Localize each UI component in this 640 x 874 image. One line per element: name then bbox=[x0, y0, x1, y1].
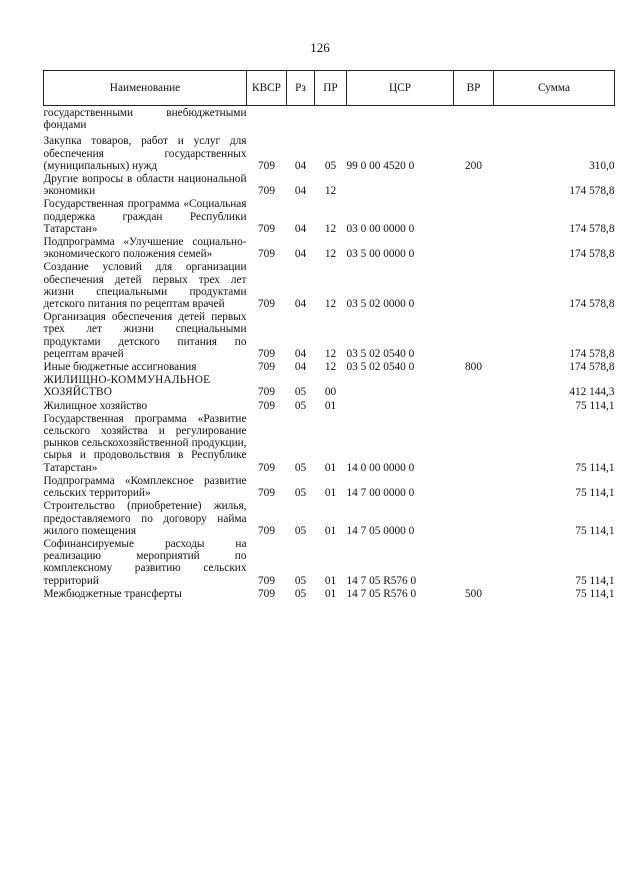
row-pr: 01 bbox=[324, 574, 337, 587]
row-name: Подпрограмма «Улучшение социально-экономического положения семей» bbox=[43, 236, 247, 261]
row-sum: 174 578,8 bbox=[569, 347, 615, 360]
table-row bbox=[44, 106, 615, 133]
row-rz: 05 bbox=[294, 574, 307, 587]
row-pr: 12 bbox=[324, 347, 337, 360]
row-vr bbox=[454, 173, 494, 198]
row-rz: 04 bbox=[294, 159, 307, 172]
row-csr: 03 5 00 0000 0 bbox=[346, 248, 415, 261]
table-row bbox=[44, 236, 615, 261]
row-kvsr: 709 bbox=[258, 574, 275, 587]
row-name: Жилищное хозяйство bbox=[43, 399, 148, 412]
row-pr: 01 bbox=[324, 487, 337, 500]
row-pr: 01 bbox=[324, 461, 337, 474]
row-sum: 75 114,1 bbox=[575, 461, 615, 474]
row-name: государственными внебюджетными фондами bbox=[43, 107, 247, 132]
row-vr bbox=[454, 106, 494, 133]
row-name: Государственная программа «Социальная поддержка граждан Республики Татарстан» bbox=[43, 198, 247, 235]
row-name: Иные бюджетные ассигнования bbox=[43, 361, 197, 374]
row-vr bbox=[454, 475, 494, 500]
row-vr bbox=[454, 538, 494, 588]
header-pr: ПР bbox=[315, 71, 347, 106]
row-name: Организация обеспечения детей первых трех лет жизни специальными продуктами детского питания по рецептам врачей bbox=[43, 311, 247, 360]
row-name: Межбюджетные трансферты bbox=[43, 587, 182, 600]
row-csr: 14 7 05 R576 0 bbox=[346, 587, 417, 600]
table-row bbox=[44, 311, 615, 361]
row-csr bbox=[347, 400, 454, 413]
row-csr: 14 7 05 R576 0 bbox=[346, 574, 417, 587]
row-pr: 01 bbox=[324, 524, 337, 537]
row-pr: 12 bbox=[324, 298, 337, 311]
row-rz: 04 bbox=[294, 185, 307, 198]
row-vr: 800 bbox=[465, 361, 482, 374]
row-sum: 75 114,1 bbox=[575, 587, 615, 600]
row-rz: 05 bbox=[294, 386, 307, 399]
row-csr: 14 7 05 0000 0 bbox=[346, 524, 415, 537]
row-rz: 04 bbox=[294, 222, 307, 235]
row-name: ЖИЛИЩНО-КОММУНАЛЬНОЕ ХОЗЯЙСТВО bbox=[43, 374, 211, 399]
row-csr: 03 5 02 0540 0 bbox=[346, 361, 415, 374]
row-vr bbox=[454, 236, 494, 261]
table-row bbox=[44, 132, 615, 173]
row-pr bbox=[315, 106, 347, 133]
row-kvsr: 709 bbox=[258, 487, 275, 500]
row-rz: 04 bbox=[294, 298, 307, 311]
row-sum: 174 578,8 bbox=[569, 298, 615, 311]
row-kvsr: 709 bbox=[258, 524, 275, 537]
row-name: Закупка товаров, работ и услуг для обеспечения государственных (муниципальных) нужд bbox=[43, 135, 247, 172]
row-pr: 05 bbox=[324, 159, 337, 172]
row-pr: 01 bbox=[324, 587, 337, 600]
row-sum: 75 114,1 bbox=[575, 487, 615, 500]
row-sum: 75 114,1 bbox=[575, 574, 615, 587]
row-csr: 03 0 00 0000 0 bbox=[346, 222, 415, 235]
row-pr: 12 bbox=[324, 185, 337, 198]
row-sum: 75 114,1 bbox=[575, 399, 615, 412]
row-rz: 05 bbox=[294, 587, 307, 600]
budget-table bbox=[43, 70, 615, 601]
row-kvsr: 709 bbox=[258, 587, 275, 600]
row-rz bbox=[287, 106, 315, 133]
row-rz: 04 bbox=[294, 361, 307, 374]
row-kvsr bbox=[247, 106, 287, 133]
row-sum bbox=[494, 106, 615, 133]
header-kvsr: КВСР bbox=[247, 71, 287, 106]
row-pr: 12 bbox=[324, 222, 337, 235]
row-csr bbox=[347, 374, 454, 399]
row-kvsr: 709 bbox=[258, 399, 275, 412]
row-kvsr: 709 bbox=[258, 386, 275, 399]
row-vr: 500 bbox=[465, 587, 482, 600]
row-kvsr: 709 bbox=[258, 222, 275, 235]
row-vr: 200 bbox=[465, 159, 482, 172]
row-vr bbox=[454, 198, 494, 236]
row-rz: 04 bbox=[294, 347, 307, 360]
row-csr bbox=[347, 173, 454, 198]
row-rz: 05 bbox=[294, 487, 307, 500]
row-csr: 03 5 02 0540 0 bbox=[346, 347, 415, 360]
table-row bbox=[44, 475, 615, 500]
header-csr: ЦСР bbox=[347, 71, 454, 106]
row-kvsr: 709 bbox=[258, 248, 275, 261]
row-vr bbox=[454, 500, 494, 538]
row-vr bbox=[454, 311, 494, 361]
row-sum: 174 578,8 bbox=[569, 222, 615, 235]
table-row bbox=[44, 400, 615, 413]
row-sum: 174 578,8 bbox=[569, 248, 615, 261]
table-row bbox=[44, 198, 615, 236]
table-row bbox=[44, 361, 615, 374]
row-name: Создание условий для организации обеспечения детей первых трех лет жизни специальными продуктами детского питания по рецептам врачей bbox=[43, 261, 247, 311]
row-name: Другие вопросы в области национальной экономики bbox=[43, 173, 247, 198]
row-sum: 75 114,1 bbox=[575, 524, 615, 537]
table-row bbox=[44, 261, 615, 311]
row-vr bbox=[454, 413, 494, 475]
row-csr: 99 0 00 4520 0 bbox=[346, 159, 415, 172]
table-row bbox=[44, 173, 615, 198]
header-sum: Сумма bbox=[494, 71, 615, 106]
row-csr: 14 7 00 0000 0 bbox=[346, 487, 415, 500]
table-row bbox=[44, 538, 615, 588]
row-sum: 412 144,3 bbox=[569, 386, 615, 399]
row-kvsr: 709 bbox=[258, 298, 275, 311]
row-pr: 12 bbox=[324, 361, 337, 374]
row-sum: 174 578,8 bbox=[569, 185, 615, 198]
table-row bbox=[44, 588, 615, 601]
row-kvsr: 709 bbox=[258, 361, 275, 374]
row-vr bbox=[454, 374, 494, 399]
row-name: Подпрограмма «Комплексное развитие сельских территорий» bbox=[43, 474, 247, 500]
row-csr: 14 0 00 0000 0 bbox=[346, 461, 415, 474]
row-kvsr: 709 bbox=[258, 347, 275, 360]
row-kvsr: 709 bbox=[258, 159, 275, 172]
row-name: Софинансируемые расходы на реализацию мероприятий по комплексному развитию сельских территорий bbox=[43, 537, 247, 587]
page-number: 126 bbox=[310, 40, 330, 55]
row-rz: 05 bbox=[294, 461, 307, 474]
table-row bbox=[44, 374, 615, 399]
header-vr: ВР bbox=[454, 71, 494, 106]
row-csr bbox=[347, 106, 454, 133]
row-kvsr: 709 bbox=[258, 185, 275, 198]
row-pr: 01 bbox=[324, 399, 337, 412]
table-header bbox=[44, 71, 615, 106]
row-csr: 03 5 02 0000 0 bbox=[346, 298, 415, 311]
header-rz: Рз bbox=[287, 71, 315, 106]
row-name: Государственная программа «Развитие сельского хозяйства и регулирование рынков сельскохозяйственной продукции, сырья и продовольствия в Республике Татарстан» bbox=[43, 412, 247, 474]
table-row bbox=[44, 413, 615, 475]
row-rz: 04 bbox=[294, 248, 307, 261]
header-name: Наименование bbox=[44, 71, 247, 106]
row-rz: 05 bbox=[294, 399, 307, 412]
row-pr: 12 bbox=[324, 248, 337, 261]
row-sum: 174 578,8 bbox=[569, 361, 615, 374]
row-vr bbox=[454, 261, 494, 311]
row-kvsr: 709 bbox=[258, 461, 275, 474]
row-pr: 00 bbox=[324, 386, 337, 399]
row-rz: 05 bbox=[294, 524, 307, 537]
row-name: Строительство (приобретение) жилья, предоставляемого по договору найма жилого помещения bbox=[43, 500, 247, 537]
row-sum: 310,0 bbox=[589, 159, 615, 172]
row-vr bbox=[454, 400, 494, 413]
table-row bbox=[44, 500, 615, 538]
